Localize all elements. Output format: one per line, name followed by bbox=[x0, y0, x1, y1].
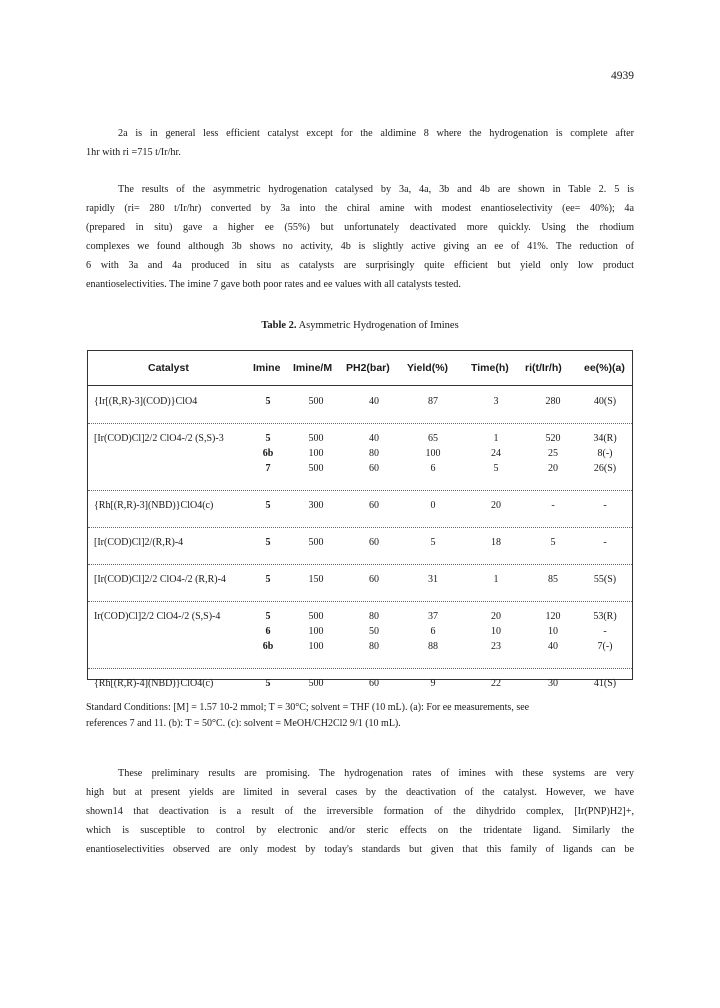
data-table bbox=[87, 350, 633, 689]
text-line: These preliminary results are promising. The hydrogenation rates of imines with these systems are very bbox=[118, 768, 634, 779]
cell-pressure: 40 bbox=[369, 396, 379, 407]
cell-imine: 5 bbox=[265, 396, 271, 407]
cell-catalyst: {Rh[(R,R)-3](NBD)}ClO4(c) bbox=[94, 500, 214, 511]
text-line: shown14 that deactivation is a result of the irreversible formation of the dihydrido complex, [Ir(PNP)H2]+, bbox=[86, 806, 634, 817]
header-yield: Yield(%) bbox=[407, 362, 449, 374]
cell-ee: 53(R) bbox=[593, 611, 617, 622]
cell-yield: 65 bbox=[428, 433, 438, 444]
cell-yield: 87 bbox=[428, 396, 438, 407]
header-catalyst: Catalyst bbox=[148, 362, 189, 374]
cell-time: 5 bbox=[493, 463, 499, 474]
table-row bbox=[88, 676, 632, 692]
table-row bbox=[88, 609, 632, 625]
table-row bbox=[88, 639, 632, 655]
cell-imine: 5 bbox=[265, 574, 271, 585]
cell-time: 23 bbox=[491, 641, 501, 652]
cell-rate: 520 bbox=[545, 433, 561, 444]
cell-pressure: 60 bbox=[369, 500, 379, 511]
cell-ratio: 500 bbox=[308, 463, 324, 474]
catalyst-group bbox=[88, 527, 632, 565]
cell-time: 20 bbox=[491, 500, 501, 511]
cell-pressure: 60 bbox=[369, 574, 379, 585]
cell-imine: 6 bbox=[265, 626, 271, 637]
text-line: 2a is in general less efficient catalyst except for the aldimine 8 where the hydrogenation is complete after bbox=[118, 128, 634, 139]
footnote-line: Standard Conditions: [M] = 1.57 10-2 mmol; T = 30°C; solvent = THF (10 mL). (a): For ee measurements, see bbox=[86, 702, 530, 713]
catalyst-group bbox=[88, 386, 632, 424]
cell-imine: 5 bbox=[265, 678, 271, 689]
cell-ee: 34(R) bbox=[593, 433, 617, 444]
cell-ratio: 500 bbox=[308, 537, 324, 548]
page-number: 4939 bbox=[611, 70, 634, 82]
text-line: enantioselectivities observed are only modest by today's standards but given that this family of ligands can be bbox=[86, 844, 634, 855]
text-line: rapidly (ri= 280 t/Ir/hr) converted by 3a into the chiral amine with modest enantioselectivity (ee= 40%); 4a bbox=[86, 203, 634, 214]
cell-time: 22 bbox=[491, 678, 501, 689]
cell-pressure: 80 bbox=[369, 611, 379, 622]
cell-catalyst: {Ir[(R,R)-3](COD)}ClO4 bbox=[94, 396, 198, 407]
cell-rate: 20 bbox=[548, 463, 558, 474]
cell-pressure: 60 bbox=[369, 463, 379, 474]
cell-rate: 25 bbox=[548, 448, 558, 459]
cell-ee: 8(-) bbox=[597, 448, 613, 459]
header-rate: ri(t/Ir/h) bbox=[525, 362, 562, 374]
cell-catalyst: {Rh[(R,R)-4](NBD)}ClO4(c) bbox=[94, 678, 214, 689]
cell-rate: 5 bbox=[550, 537, 556, 548]
cell-pressure: 80 bbox=[369, 641, 379, 652]
catalyst-group bbox=[88, 564, 632, 602]
header-ee: ee(%)(a) bbox=[584, 362, 625, 374]
paragraph-1 bbox=[86, 124, 634, 162]
cell-time: 10 bbox=[491, 626, 501, 637]
cell-imine: 5 bbox=[265, 537, 271, 548]
cell-time: 24 bbox=[491, 448, 501, 459]
cell-ee: 40(S) bbox=[593, 396, 617, 407]
text-line: The results of the asymmetric hydrogenation catalysed by 3a, 4a, 3b and 4b are shown in Table 2. 5 is bbox=[118, 184, 634, 195]
cell-pressure: 60 bbox=[369, 537, 379, 548]
cell-pressure: 80 bbox=[369, 448, 379, 459]
table-header bbox=[88, 351, 632, 386]
table-row bbox=[88, 461, 632, 477]
cell-imine: 6b bbox=[262, 641, 274, 652]
cell-yield: 9 bbox=[430, 678, 436, 689]
cell-yield: 37 bbox=[428, 611, 438, 622]
table-caption-text: Asymmetric Hydrogenation of Imines bbox=[298, 320, 459, 331]
cell-catalyst: [Ir(COD)Cl]2/2 ClO4-/2 (S,S)-3 bbox=[94, 433, 224, 444]
cell-time: 3 bbox=[493, 396, 499, 407]
cell-yield: 31 bbox=[428, 574, 438, 585]
cell-ee: - bbox=[603, 500, 607, 511]
cell-catalyst: [Ir(COD)Cl]2/(R,R)-4 bbox=[94, 537, 184, 548]
cell-ratio: 300 bbox=[308, 500, 324, 511]
cell-ee: 7(-) bbox=[597, 641, 613, 652]
cell-time: 1 bbox=[493, 574, 499, 585]
table-caption-label: Table 2. bbox=[261, 320, 297, 331]
cell-rate: 30 bbox=[548, 678, 558, 689]
header-pressure: PH2(bar) bbox=[346, 362, 390, 374]
text-line: high but at present yields are limited in several cases by the deactivation of the catalyst. However, we have bbox=[86, 787, 634, 798]
cell-imine: 5 bbox=[265, 611, 271, 622]
text-line: enantioselectivities. The imine 7 gave both poor rates and ee values with all catalysts tested. bbox=[86, 279, 461, 290]
cell-ratio: 500 bbox=[308, 611, 324, 622]
cell-imine: 5 bbox=[265, 500, 271, 511]
catalyst-group bbox=[88, 490, 632, 528]
cell-ee: 55(S) bbox=[593, 574, 617, 585]
cell-yield: 5 bbox=[430, 537, 436, 548]
text-line: 6 with 3a and 4a produced in situ as catalysts are surprisingly quite efficient but yield only low product bbox=[86, 260, 634, 271]
table-caption bbox=[0, 320, 720, 331]
cell-time: 18 bbox=[491, 537, 501, 548]
cell-time: 1 bbox=[493, 433, 499, 444]
cell-imine: 7 bbox=[265, 463, 271, 474]
table-row bbox=[88, 498, 632, 514]
header-ratio: Imine/M bbox=[293, 362, 333, 374]
header-imine: Imine bbox=[253, 362, 281, 374]
table-footnote bbox=[86, 700, 634, 732]
table-row bbox=[88, 446, 632, 462]
cell-yield: 6 bbox=[430, 463, 436, 474]
cell-yield: 6 bbox=[430, 626, 436, 637]
cell-ratio: 150 bbox=[308, 574, 324, 585]
cell-ratio: 100 bbox=[308, 626, 324, 637]
cell-ratio: 500 bbox=[308, 678, 324, 689]
cell-ee: 41(S) bbox=[593, 678, 617, 689]
cell-rate: 40 bbox=[548, 641, 558, 652]
cell-pressure: 40 bbox=[369, 433, 379, 444]
cell-rate: 280 bbox=[545, 396, 561, 407]
cell-pressure: 60 bbox=[369, 678, 379, 689]
cell-rate: 10 bbox=[548, 626, 558, 637]
cell-time: 20 bbox=[491, 611, 501, 622]
cell-imine: 6b bbox=[262, 448, 274, 459]
cell-rate: 120 bbox=[545, 611, 561, 622]
text-line: which is susceptible to control by electronic and/or steric effects on the tridentate ligand. Similarly the bbox=[86, 825, 634, 836]
paragraph-3 bbox=[86, 764, 634, 859]
cell-ee: - bbox=[603, 626, 607, 637]
cell-rate: - bbox=[551, 500, 555, 511]
cell-ee: - bbox=[603, 537, 607, 548]
cell-ratio: 100 bbox=[308, 448, 324, 459]
cell-yield: 100 bbox=[425, 448, 441, 459]
cell-catalyst: Ir(COD)Cl]2/2 ClO4-/2 (S,S)-4 bbox=[94, 611, 221, 622]
paragraph-2 bbox=[86, 180, 634, 294]
catalyst-group bbox=[88, 601, 632, 669]
cell-catalyst: [Ir(COD)Cl]2/2 ClO4-/2 (R,R)-4 bbox=[94, 574, 226, 585]
cell-ee: 26(S) bbox=[593, 463, 617, 474]
cell-rate: 85 bbox=[548, 574, 558, 585]
cell-ratio: 500 bbox=[308, 433, 324, 444]
cell-pressure: 50 bbox=[369, 626, 379, 637]
cell-ratio: 500 bbox=[308, 396, 324, 407]
cell-imine: 5 bbox=[265, 433, 271, 444]
cell-yield: 88 bbox=[428, 641, 438, 652]
catalyst-group bbox=[88, 423, 632, 491]
text-line: complexes we found although 3b shows no activity, 4b is slightly active giving an ee of 41%. The reduction of bbox=[86, 241, 634, 252]
cell-ratio: 100 bbox=[308, 641, 324, 652]
text-line: (prepared in situ) gave a higher ee (55%) but unfortunately deactivated more quickly. Using the rhodium bbox=[86, 222, 634, 233]
text-line: 1hr with ri =715 t/Ir/hr. bbox=[86, 147, 181, 158]
table-row bbox=[88, 572, 632, 588]
cell-yield: 0 bbox=[430, 500, 436, 511]
footnote-line: references 7 and 11. (b): T = 50°C. (c): solvent = MeOH/CH2Cl2 9/1 (10 mL). bbox=[86, 718, 401, 729]
table-row bbox=[88, 535, 632, 551]
header-time: Time(h) bbox=[471, 362, 509, 374]
table-row bbox=[88, 624, 632, 640]
table-row bbox=[88, 431, 632, 447]
table-row bbox=[88, 394, 632, 410]
